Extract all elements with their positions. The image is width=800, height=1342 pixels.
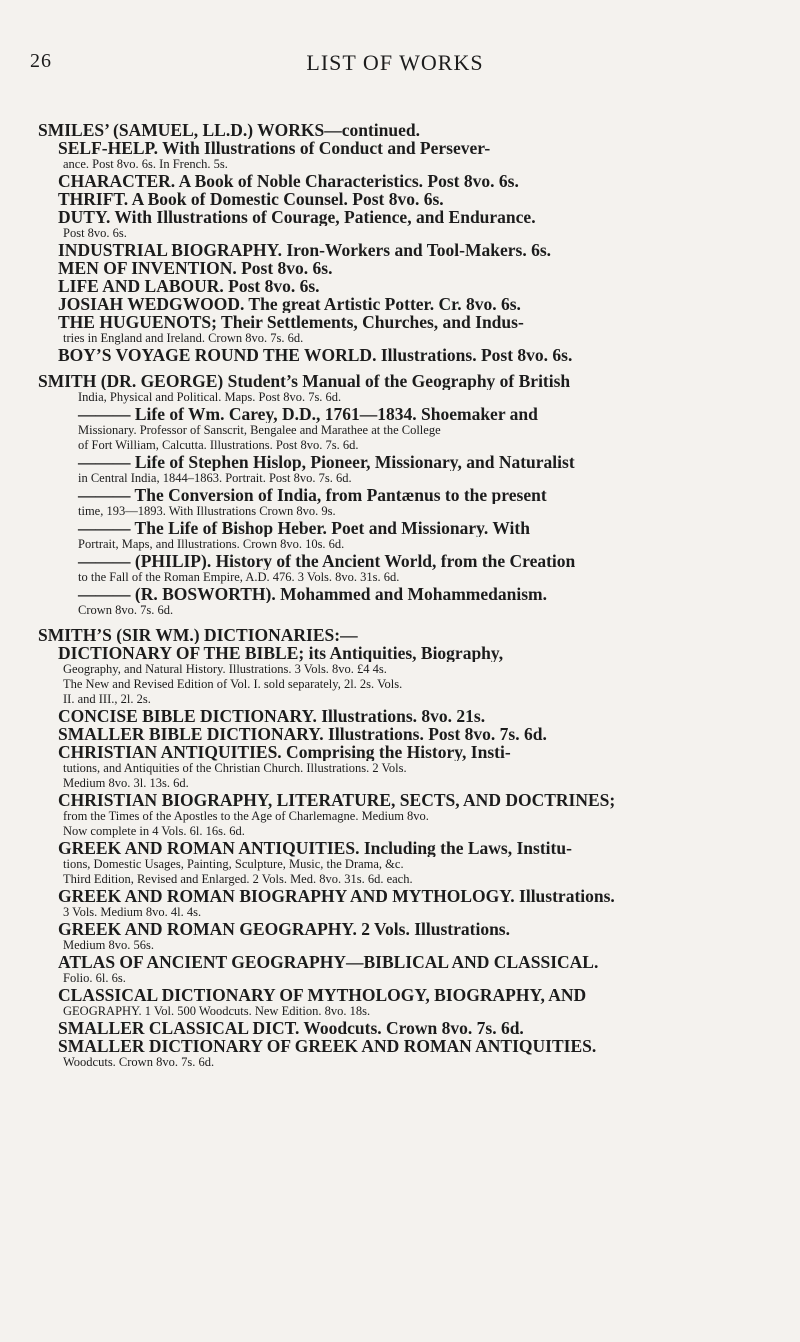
catalogue-entry: MEN OF INVENTION. Post 8vo. 6s.	[58, 259, 333, 277]
catalogue-section	[38, 626, 762, 1070]
catalogue-entry: CONCISE BIBLE DICTIONARY. Illustrations. 8vo. 21s.	[58, 707, 486, 725]
catalogue-entry: ATLAS OF ANCIENT GEOGRAPHY—BIBLICAL AND CLASSICAL.	[58, 953, 599, 971]
entry-detail-line: Now complete in 4 Vols. 6l. 16s. 6d.	[63, 824, 245, 838]
entry-detail-line: Woodcuts. Crown 8vo. 7s. 6d.	[63, 1055, 215, 1069]
section-gap	[38, 618, 762, 626]
entry-detail-line: tions, Domestic Usages, Painting, Sculpture, Music, the Drama, &c.	[63, 857, 404, 871]
catalogue-entry: GREEK AND ROMAN ANTIQUITIES. Including the Laws, Institu-	[58, 839, 572, 857]
section-heading: SMITH’S (SIR WM.) DICTIONARIES:—	[38, 626, 358, 644]
catalogue-entry: ——— (R. BOSWORTH). Mohammed and Mohammedanism.	[78, 585, 547, 603]
section-heading: SMILES’ (SAMUEL, LL.D.) WORKS—continued.	[38, 121, 420, 139]
entry-detail-line: Geography, and Natural History. Illustrations. 3 Vols. 8vo. £4 4s.	[63, 662, 387, 676]
entry-detail-line: ance. Post 8vo. 6s. In French. 5s.	[63, 157, 228, 171]
section-heading: SMITH (DR. GEORGE) Student’s Manual of the Geography of British	[38, 372, 571, 390]
entry-detail-line: to the Fall of the Roman Empire, A.D. 476. 3 Vols. 8vo. 31s. 6d.	[78, 570, 400, 584]
catalogue-entry: ——— The Conversion of India, from Pantænus to the present	[78, 486, 547, 504]
entry-detail-line: Crown 8vo. 7s. 6d.	[78, 603, 174, 617]
entry-detail-line: in Central India, 1844–1863. Portrait. Post 8vo. 7s. 6d.	[78, 471, 352, 485]
entry-detail-line: India, Physical and Political. Maps. Post 8vo. 7s. 6d.	[78, 390, 342, 404]
catalogue-entry: ——— The Life of Bishop Heber. Poet and Missionary. With	[78, 519, 530, 537]
entry-detail-line: tutions, and Antiquities of the Christian Church. Illustrations. 2 Vols.	[63, 761, 407, 775]
catalogue-entry: CHRISTIAN ANTIQUITIES. Comprising the History, Insti-	[58, 743, 511, 761]
entry-detail-line: from the Times of the Apostles to the Age of Charlemagne. Medium 8vo.	[63, 809, 429, 823]
catalogue-entry: SELF-HELP. With Illustrations of Conduct and Persever-	[58, 139, 491, 157]
entry-detail-line: Missionary. Professor of Sanscrit, Bengalee and Marathee at the College	[78, 423, 441, 437]
running-title: LIST OF WORKS	[306, 50, 484, 75]
catalogue-entry: LIFE AND LABOUR. Post 8vo. 6s.	[58, 277, 320, 295]
entry-detail-line: GEOGRAPHY. 1 Vol. 500 Woodcuts. New Edition. 8vo. 18s.	[63, 1004, 371, 1018]
catalogue-list	[38, 121, 762, 1070]
entry-detail-line: Medium 8vo. 3l. 13s. 6d.	[63, 776, 189, 790]
page-header	[30, 50, 760, 80]
catalogue-entry: GREEK AND ROMAN BIOGRAPHY AND MYTHOLOGY. Illustrations.	[58, 887, 615, 905]
catalogue-entry: DICTIONARY OF THE BIBLE; its Antiquities, Biography,	[58, 644, 504, 662]
entry-detail-line: Folio. 6l. 6s.	[63, 971, 126, 985]
catalogue-section	[38, 372, 762, 618]
catalogue-entry: ——— (PHILIP). History of the Ancient World, from the Creation	[78, 552, 576, 570]
entry-detail-line: II. and III., 2l. 2s.	[63, 692, 151, 706]
catalogue-entry: THRIFT. A Book of Domestic Counsel. Post 8vo. 6s.	[58, 190, 444, 208]
section-gap	[38, 364, 762, 372]
catalogue-entry: GREEK AND ROMAN GEOGRAPHY. 2 Vols. Illustrations.	[58, 920, 510, 938]
entry-detail-line: time, 193—1893. With Illustrations Crown 8vo. 9s.	[78, 504, 336, 518]
catalogue-entry: ——— Life of Wm. Carey, D.D., 1761—1834. Shoemaker and	[78, 405, 538, 423]
entry-detail-line: Post 8vo. 6s.	[63, 226, 127, 240]
catalogue-entry: BOY’S VOYAGE ROUND THE WORLD. Illustrations. Post 8vo. 6s.	[58, 346, 573, 364]
catalogue-entry: THE HUGUENOTS; Their Settlements, Churches, and Indus-	[58, 313, 524, 331]
catalogue-entry: CHRISTIAN BIOGRAPHY, LITERATURE, SECTS, AND DOCTRINES;	[58, 791, 616, 809]
entry-detail-line: The New and Revised Edition of Vol. I. sold separately, 2l. 2s. Vols.	[63, 677, 403, 691]
catalogue-entry: DUTY. With Illustrations of Courage, Patience, and Endurance.	[58, 208, 536, 226]
entry-detail-line: 3 Vols. Medium 8vo. 4l. 4s.	[63, 905, 202, 919]
entry-detail-line: of Fort William, Calcutta. Illustrations. Post 8vo. 7s. 6d.	[78, 438, 359, 452]
catalogue-entry: SMALLER BIBLE DICTIONARY. Illustrations. Post 8vo. 7s. 6d.	[58, 725, 547, 743]
catalogue-entry: CHARACTER. A Book of Noble Characteristics. Post 8vo. 6s.	[58, 172, 519, 190]
entry-detail-line: Medium 8vo. 56s.	[63, 938, 154, 952]
entry-detail-line: tries in England and Ireland. Crown 8vo. 7s. 6d.	[63, 331, 304, 345]
catalogue-entry: ——— Life of Stephen Hislop, Pioneer, Missionary, and Naturalist	[78, 453, 575, 471]
entry-detail-line: Third Edition, Revised and Enlarged. 2 Vols. Med. 8vo. 31s. 6d. each.	[63, 872, 413, 886]
catalogue-entry: SMALLER DICTIONARY OF GREEK AND ROMAN ANTIQUITIES.	[58, 1037, 597, 1055]
entry-detail-line: Portrait, Maps, and Illustrations. Crown 8vo. 10s. 6d.	[78, 537, 345, 551]
catalogue-section	[38, 121, 762, 364]
page-number: 26	[30, 50, 52, 72]
catalogue-entry: CLASSICAL DICTIONARY OF MYTHOLOGY, BIOGRAPHY, AND	[58, 986, 587, 1004]
catalogue-entry: SMALLER CLASSICAL DICT. Woodcuts. Crown 8vo. 7s. 6d.	[58, 1019, 524, 1037]
catalogue-entry: INDUSTRIAL BIOGRAPHY. Iron-Workers and Tool-Makers. 6s.	[58, 241, 551, 259]
catalogue-entry: JOSIAH WEDGWOOD. The great Artistic Potter. Cr. 8vo. 6s.	[58, 295, 521, 313]
